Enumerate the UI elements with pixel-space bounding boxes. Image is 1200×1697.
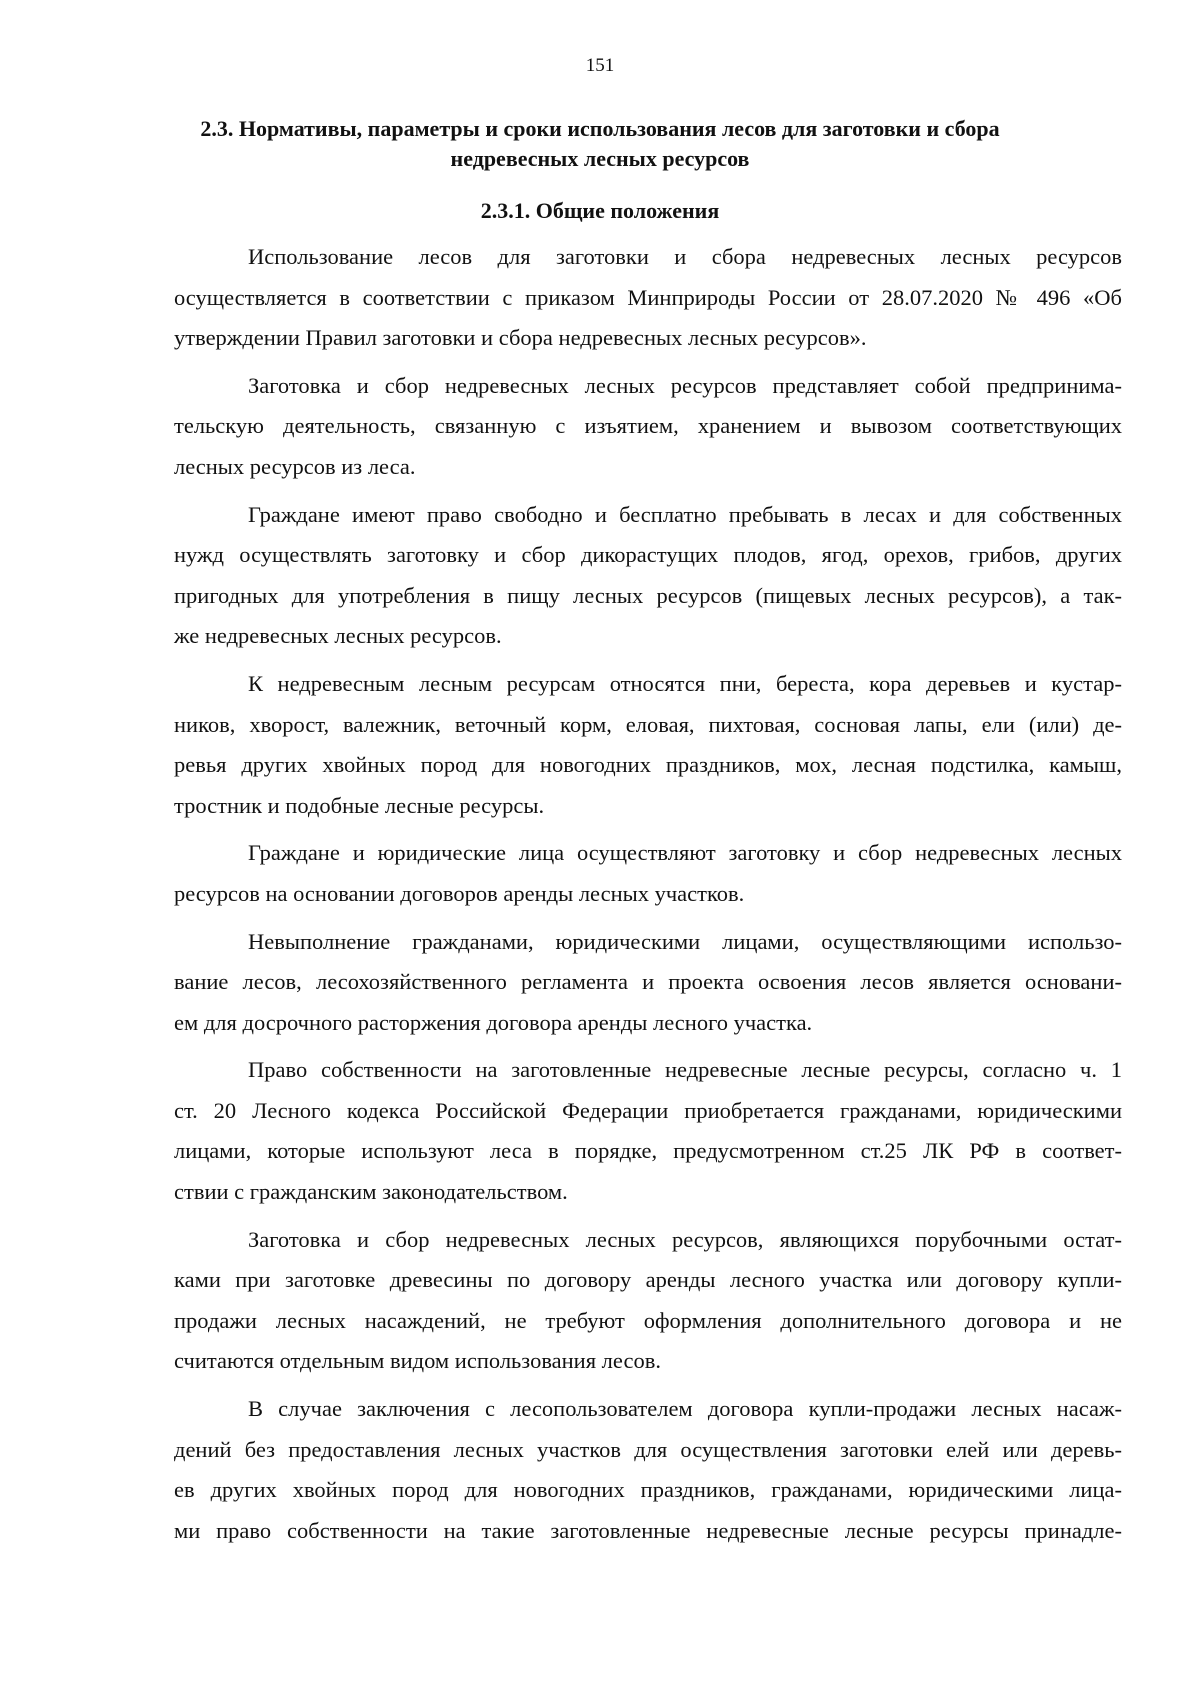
text-line: ми право собственности на такие заготовленные недревесные лесные ресурсы принадле- xyxy=(174,1517,1122,1543)
text-line: ресурсов на основании договоров аренды лесных участков. xyxy=(174,880,745,906)
paragraph xyxy=(174,1050,1122,1212)
text-line: Использование лесов для заготовки и сбора недревесных лесных ресурсов xyxy=(248,244,1122,269)
text-line: лицами, которые используют леса в порядке, предусмотренном ст.25 ЛК РФ в соответ- xyxy=(174,1138,1122,1164)
text-line: лесных ресурсов из леса. xyxy=(174,453,416,479)
text-line: же недревесных лесных ресурсов. xyxy=(174,623,502,649)
text-line: К недревесным лесным ресурсам относятся пни, береста, кора деревьев и кустар- xyxy=(248,670,1122,696)
paragraph xyxy=(174,366,1122,488)
paragraph xyxy=(174,922,1122,1044)
paragraph xyxy=(174,1220,1122,1382)
text-line: тростник и подобные лесные ресурсы. xyxy=(174,792,545,818)
subsection-title: 2.3.1. Общие положения xyxy=(480,198,720,223)
text-line: ревья других хвойных пород для новогодних праздников, мох, лесная подстилка, камыш, xyxy=(174,752,1122,778)
text-line: Право собственности на заготовленные недревесные лесные ресурсы, согласно ч. 1 xyxy=(248,1057,1122,1083)
text-line: Невыполнение гражданами, юридическими лицами, осуществляющими использо- xyxy=(248,928,1122,954)
text-line: Заготовка и сбор недревесных лесных ресурсов, являющихся порубочными остат- xyxy=(248,1226,1122,1252)
section-title xyxy=(150,114,1050,174)
paragraph xyxy=(174,833,1122,914)
text-line: ками при заготовке древесины по договору аренды лесного участка или договору купли- xyxy=(174,1267,1122,1293)
text-line: ст. 20 Лесного кодекса Российской Федерации приобретается гражданами, юридическими xyxy=(174,1097,1122,1123)
page-number: 151 xyxy=(585,55,615,76)
text-line: вание лесов, лесохозяйственного регламента и проекта освоения лесов является основани- xyxy=(174,969,1122,995)
text-line: В случае заключения с лесопользователем договора купли-продажи лесных насаж- xyxy=(248,1396,1122,1422)
paragraph xyxy=(174,1389,1122,1551)
paragraph xyxy=(174,495,1122,657)
text-line: тельскую деятельность, связанную с изъятием, хранением и вывозом соответствующих xyxy=(174,413,1122,439)
section-title-line-2: недревесных лесных ресурсов xyxy=(450,146,750,171)
section-title-line-1: 2.3. Нормативы, параметры и сроки использования лесов для заготовки и сбора xyxy=(200,116,1000,141)
text-line: ем для досрочного расторжения договора аренды лесного участка. xyxy=(174,1009,813,1035)
text-line: ников, хворост, валежник, веточный корм, еловая, пихтовая, сосновая лапы, ели (или) де- xyxy=(174,711,1122,737)
text-line: ев других хвойных пород для новогодних праздников, гражданами, юридическими лица- xyxy=(174,1477,1122,1503)
text-line: ствии с гражданским законодательством. xyxy=(174,1179,568,1205)
paragraph xyxy=(174,237,1122,359)
paragraph xyxy=(174,664,1122,826)
text-line: считаются отдельным видом использования лесов. xyxy=(174,1348,661,1374)
text-line: осуществляется в соответствии с приказом Минприроды России от 28.07.2020 № 496 «Об xyxy=(174,284,1122,310)
text-line: продажи лесных насаждений, не требуют оформления дополнительного договора и не xyxy=(174,1307,1122,1333)
text-line: утверждении Правил заготовки и сбора недревесных лесных ресурсов». xyxy=(174,325,867,351)
text-line: нужд осуществлять заготовку и сбор дикорастущих плодов, ягод, орехов, грибов, других xyxy=(174,542,1122,568)
text-line: дений без предоставления лесных участков для осуществления заготовки елей или деревь- xyxy=(174,1436,1122,1462)
document-body xyxy=(174,237,1122,1558)
text-line: Граждане и юридические лица осуществляют заготовку и сбор недревесных лесных xyxy=(248,840,1122,866)
text-line: Заготовка и сбор недревесных лесных ресурсов представляет собой предпринима- xyxy=(248,372,1122,398)
text-line: Граждане имеют право свободно и бесплатно пребывать в лесах и для собственных xyxy=(248,501,1122,527)
text-line: пригодных для употребления в пищу лесных ресурсов (пищевых лесных ресурсов), а так- xyxy=(174,582,1122,608)
